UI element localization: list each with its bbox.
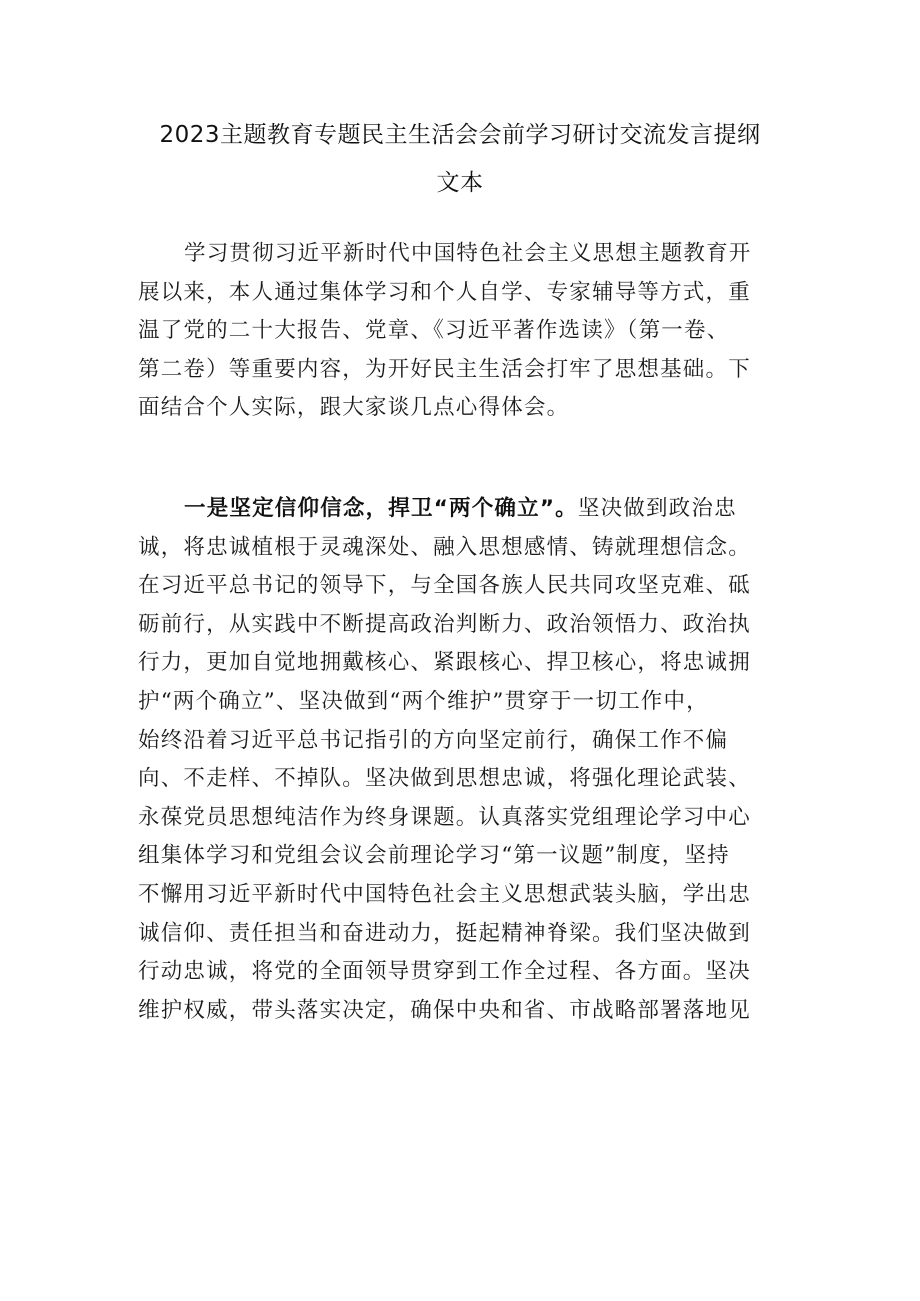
text-line: 诚，将忠诚植根于灵魂深处、融入思想感情、铸就理想信念。 — [138, 534, 751, 560]
text-line: 维护权威，带头落实决定，确保中央和省、市战略部署落地见 — [138, 997, 751, 1023]
text-line: 行动忠诚，将党的全面领导贯穿到工作全过程、各方面。坚决 — [138, 959, 751, 985]
text-line: 面结合个人实际，跟大家谈几点心得体会。 — [138, 395, 570, 421]
text-line: 不懈用习近平新时代中国特色社会主义思想武装头脑，学出忠 — [138, 881, 751, 907]
text-line: 向、不走样、不掉队。坚决做到思想忠诚，将强化理论武装、 — [138, 766, 751, 792]
text-line: 展以来，本人通过集体学习和个人自学、专家辅导等方式，重 — [138, 279, 751, 305]
text-line: 第二卷）等重要内容，为开好民主生活会打牢了思想基础。下 — [138, 356, 751, 382]
text-line-first — [138, 490, 778, 529]
paragraph-intro — [138, 235, 778, 428]
text-line: 组集体学习和党组会议会前理论学习“第一议题”制度，坚持 — [138, 843, 730, 869]
text-line: 诚信仰、责任担当和奋进动力，挺起精神脊梁。我们坚决做到 — [138, 920, 751, 946]
text-line: 始终沿着习近平总书记指引的方向坚定前行，确保工作不偏 — [138, 727, 729, 753]
text-line: 温了党的二十大报告、党章、《习近平著作选读》（第一卷、 — [138, 318, 730, 344]
text-line: 永葆党员思想纯洁作为终身课题。认真落实党组理论学习中心 — [138, 804, 751, 830]
text-line: 在习近平总书记的领导下，与全国各族人民共同攻坚克难、砥 — [138, 573, 751, 599]
section-heading: 一是坚定信仰信念，捍卫“两个确立”。 — [184, 496, 578, 521]
text-line: 行力，更加自觉地拥戴核心、紧跟核心、捍卫核心，将忠诚拥 — [138, 650, 751, 676]
text-line: 砺前行，从实践中不断提高政治判断力、政治领悟力、政治执 — [138, 611, 751, 637]
text-line: 学习贯彻习近平新时代中国特色社会主义思想主题教育开 — [184, 241, 752, 266]
text-run: 坚决做到政治忠 — [577, 496, 737, 521]
document-title-line-1: 2023主题教育专题民主生活会会前学习研讨交流发言提纲 — [159, 122, 761, 148]
paragraph-section-one — [138, 490, 778, 1030]
document-title-line-2: 文本 — [436, 170, 484, 196]
text-line: 护“两个确立”、坚决做到“两个维护”贯穿于一切工作中， — [138, 688, 709, 714]
